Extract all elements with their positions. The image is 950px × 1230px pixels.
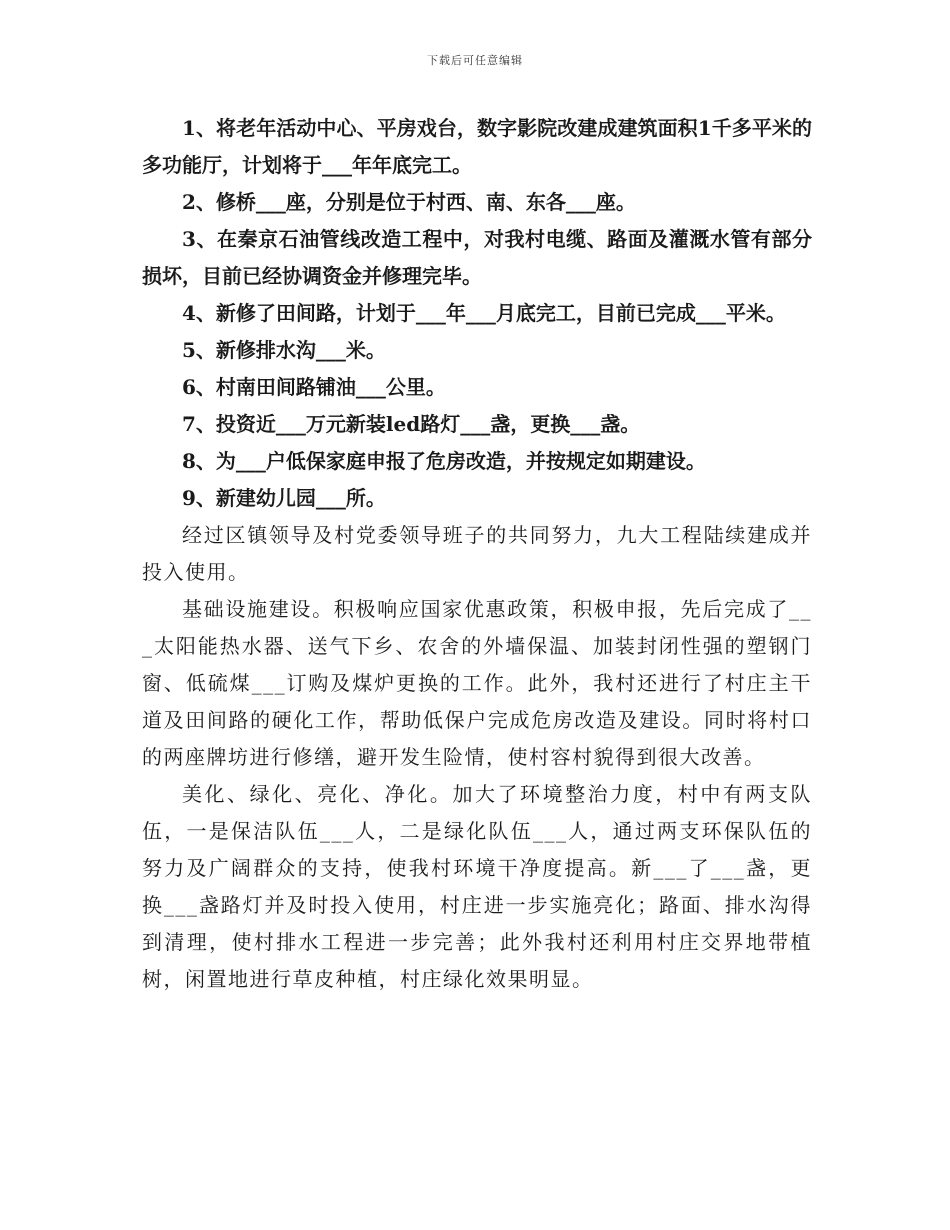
project-item-3: 3、在秦京石油管线改造工程中，对我村电缆、路面及灌溉水管有部分损坏，目前已经协调资金并修理完毕。	[142, 227, 812, 288]
project-item-4: 4、新修了田间路，计划于___年___月底完工，目前已完成___平米。	[182, 301, 786, 325]
project-item-5: 5、新修排水沟___米。	[182, 338, 386, 362]
infrastructure-paragraph: 基础设施建设。积极响应国家优惠政策，积极申报，先后完成了___太阳能热水器、送气下乡、农舍的外墙保温、加装封闭性强的塑钢门窗、低硫煤___订购及煤炉更换的工作。此外，我村还进行了村庄主干道及田间路的硬化工作，帮助低保户完成危房改造及建设。同时将村口的两座牌坊进行修缮，避开发生险情，使村容村貌得到很大改善。	[142, 597, 812, 769]
summary-paragraph: 经过区镇领导及村党委领导班子的共同努力，九大工程陆续建成并投入使用。	[142, 523, 812, 584]
project-item-9: 9、新建幼儿园___所。	[182, 486, 386, 510]
project-item-7: 7、投资近___万元新装led路灯___盏，更换___盏。	[182, 412, 641, 436]
environment-paragraph: 美化、绿化、亮化、净化。加大了环境整治力度，村中有两支队伍，一是保洁队伍___人，二是绿化队伍___人，通过两支环保队伍的努力及广阔群众的支持，使我村环境干净度提高。新___了___盏，更换___盏路灯并及时投入使用，村庄进一步实施亮化；路面、排水沟得到清理，使村排水工程进一步完善；此外我村还利用村庄交界地带植树，闲置地进行草皮种植，村庄绿化效果明显。	[142, 782, 812, 991]
project-item-2: 2、修桥___座，分别是位于村西、南、东各___座。	[182, 190, 636, 214]
project-item-1: 1、将老年活动中心、平房戏台，数字影院改建成建筑面积1千多平米的多功能厅，计划将于___年年底完工。	[142, 116, 812, 177]
project-item-6: 6、村南田间路铺油___公里。	[182, 375, 446, 399]
document-body	[142, 110, 812, 998]
page-header: 下载后可任意编辑	[427, 54, 523, 67]
project-item-8: 8、为___户低保家庭申报了危房改造，并按规定如期建设。	[182, 449, 706, 473]
